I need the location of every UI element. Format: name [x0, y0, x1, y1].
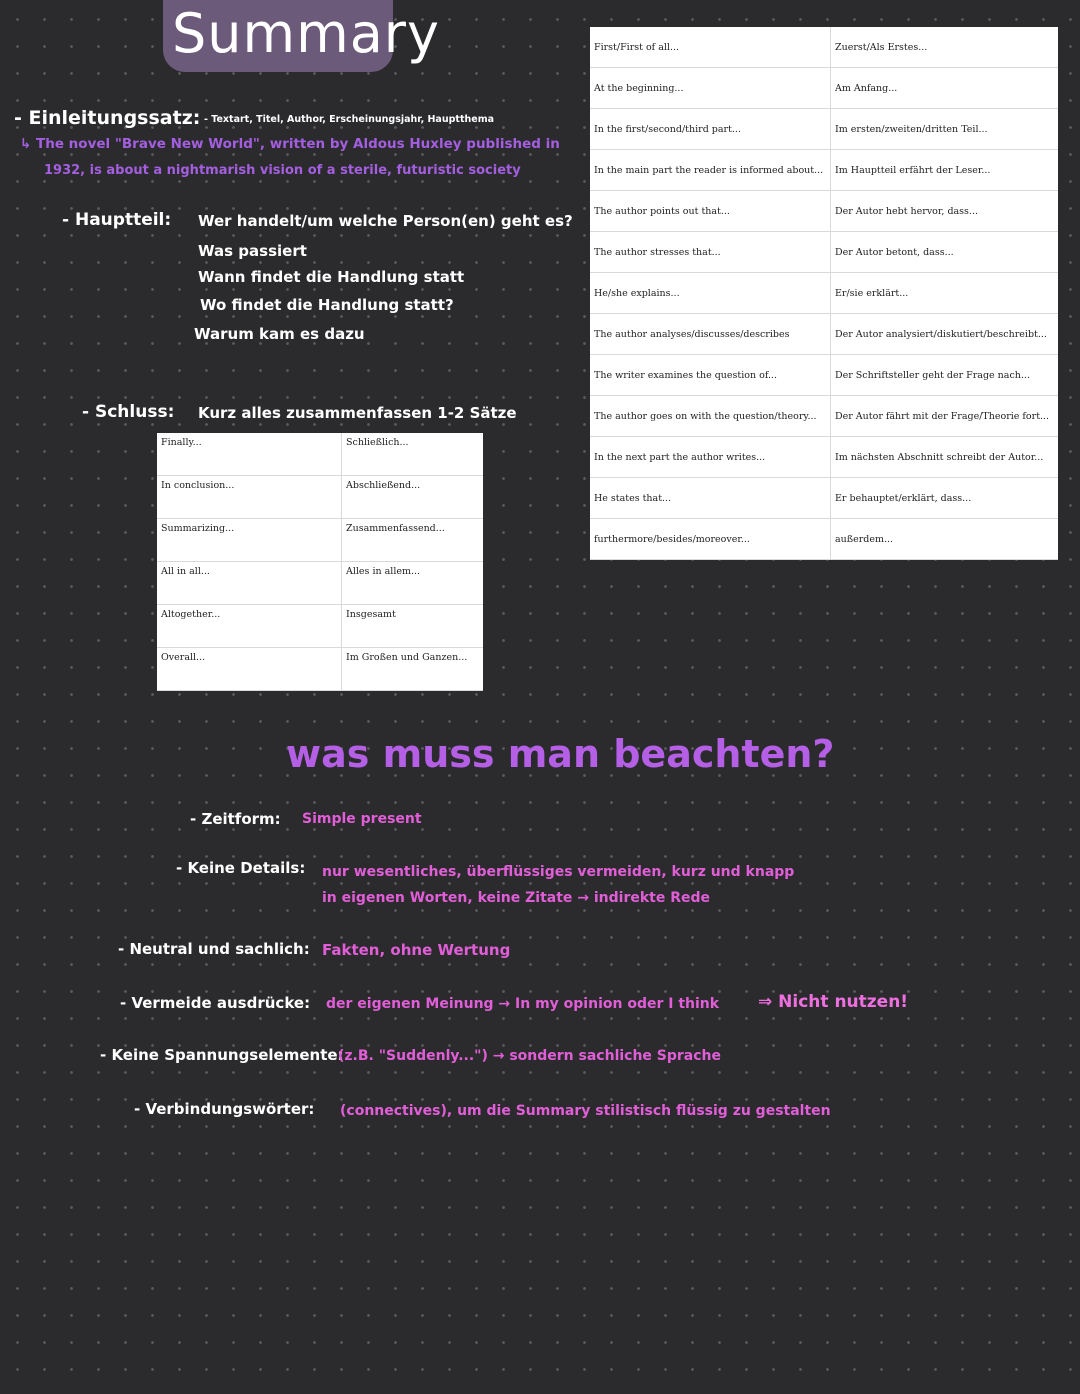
spannung-label: - Keine Spannungselemente: [100, 1046, 344, 1064]
phrases-table-conclusion [157, 433, 483, 691]
german-phrase-cell: Er/sie erklärt... [831, 273, 1059, 314]
english-phrase-cell: All in all... [157, 562, 342, 605]
table-row [157, 476, 483, 519]
german-phrase-cell: Zusammenfassend... [342, 519, 484, 562]
hauptteil-label: - Hauptteil: [62, 210, 172, 230]
english-phrase-cell: He/she explains... [590, 273, 831, 314]
table-row [157, 562, 483, 605]
english-phrase-cell: In the first/second/third part... [590, 109, 831, 150]
vermeide-result: ⇒ Nicht nutzen! [758, 992, 909, 1012]
page-title: Summary [172, 2, 440, 65]
german-phrase-cell: Am Anfang... [831, 68, 1059, 109]
table-row [157, 519, 483, 562]
german-phrase-cell: Der Schriftsteller geht der Frage nach... [831, 355, 1059, 396]
table-row [590, 437, 1058, 478]
table-row [157, 648, 483, 691]
english-phrase-cell: Overall... [157, 648, 342, 691]
english-phrase-cell: First/First of all... [590, 27, 831, 68]
german-phrase-cell: Der Autor hebt hervor, dass... [831, 191, 1059, 232]
details-line2: in eigenen Worten, keine Zitate → indirekte Rede [322, 890, 711, 906]
hauptteil-question: Wo findet die Handlung statt? [200, 296, 454, 314]
table-row [590, 27, 1058, 68]
german-phrase-cell: Abschließend... [342, 476, 484, 519]
english-phrase-cell: He states that... [590, 478, 831, 519]
english-phrase-cell: The author points out that... [590, 191, 831, 232]
hauptteil-question: Wann findet die Handlung statt [198, 268, 465, 286]
table-row [157, 605, 483, 648]
table-row [590, 314, 1058, 355]
verbindung-value: (connectives), um die Summary stilistisch flüssig zu gestalten [340, 1103, 831, 1119]
german-phrase-cell: Der Autor analysiert/diskutiert/beschreibt... [831, 314, 1059, 355]
beachten-heading: was muss man beachten? [286, 732, 835, 776]
english-phrase-cell: The writer examines the question of... [590, 355, 831, 396]
verbindung-label: - Verbindungswörter: [134, 1100, 315, 1118]
german-phrase-cell: außerdem... [831, 519, 1059, 560]
english-phrase-cell: furthermore/besides/moreover... [590, 519, 831, 560]
einleitung-example-line2: 1932, is about a nightmarish vision of a sterile, futuristic society [44, 163, 521, 178]
table-row [590, 396, 1058, 437]
table-row [590, 191, 1058, 232]
german-phrase-cell: Im Hauptteil erfährt der Leser... [831, 150, 1059, 191]
table-row [590, 355, 1058, 396]
english-phrase-cell: Finally... [157, 433, 342, 476]
table-row [590, 519, 1058, 560]
hauptteil-question: Warum kam es dazu [194, 325, 365, 343]
neutral-label: - Neutral und sachlich: [118, 940, 310, 958]
table-row [590, 109, 1058, 150]
german-phrase-cell: Der Autor fährt mit der Frage/Theorie fort... [831, 396, 1059, 437]
german-phrase-cell: Im ersten/zweiten/dritten Teil... [831, 109, 1059, 150]
zeitform-label: - Zeitform: [190, 810, 281, 828]
table-row [157, 433, 483, 476]
english-phrase-cell: At the beginning... [590, 68, 831, 109]
table-row [590, 478, 1058, 519]
english-phrase-cell: Summarizing... [157, 519, 342, 562]
english-phrase-cell: In the next part the author writes... [590, 437, 831, 478]
spannung-value: (z.B. "Suddenly...") → sondern sachliche Sprache [338, 1048, 722, 1064]
german-phrase-cell: Im Großen und Ganzen... [342, 648, 484, 691]
hauptteil-question: Was passiert [198, 242, 307, 260]
neutral-value: Fakten, ohne Wertung [322, 941, 511, 959]
german-phrase-cell: Insgesamt [342, 605, 484, 648]
german-phrase-cell: Im nächsten Abschnitt schreibt der Autor... [831, 437, 1059, 478]
english-phrase-cell: The author stresses that... [590, 232, 831, 273]
schluss-text: Kurz alles zusammenfassen 1-2 Sätze [198, 404, 517, 422]
vermeide-value: der eigenen Meinung → In my opinion oder I think [326, 996, 720, 1012]
schluss-label: - Schluss: [82, 402, 175, 422]
german-phrase-cell: Der Autor betont, dass... [831, 232, 1059, 273]
english-phrase-cell: The author goes on with the question/theory... [590, 396, 831, 437]
english-phrase-cell: In the main part the reader is informed about... [590, 150, 831, 191]
details-line1: nur wesentliches, überflüssiges vermeiden, kurz und knapp [322, 864, 795, 880]
einleitung-label: - Einleitungssatz: [14, 107, 201, 129]
german-phrase-cell: Er behauptet/erklärt, dass... [831, 478, 1059, 519]
english-phrase-cell: Altogether... [157, 605, 342, 648]
zeitform-value: Simple present [302, 811, 422, 827]
german-phrase-cell: Zuerst/Als Erstes... [831, 27, 1059, 68]
einleitung-items: - Textart, Titel, Author, Erscheinungsjahr, Hauptthema [204, 114, 495, 125]
table-row [590, 150, 1058, 191]
phrases-table-main [590, 27, 1058, 560]
german-phrase-cell: Alles in allem... [342, 562, 484, 605]
table-row [590, 273, 1058, 314]
table-row [590, 232, 1058, 273]
vermeide-label: - Vermeide ausdrücke: [120, 994, 311, 1012]
english-phrase-cell: In conclusion... [157, 476, 342, 519]
einleitung-example-line1: ↳ The novel "Brave New World", written by Aldous Huxley published in [20, 136, 560, 152]
details-label: - Keine Details: [176, 859, 306, 877]
german-phrase-cell: Schließlich... [342, 433, 484, 476]
english-phrase-cell: The author analyses/discusses/describes [590, 314, 831, 355]
hauptteil-question: Wer handelt/um welche Person(en) geht es? [198, 212, 573, 230]
table-row [590, 68, 1058, 109]
